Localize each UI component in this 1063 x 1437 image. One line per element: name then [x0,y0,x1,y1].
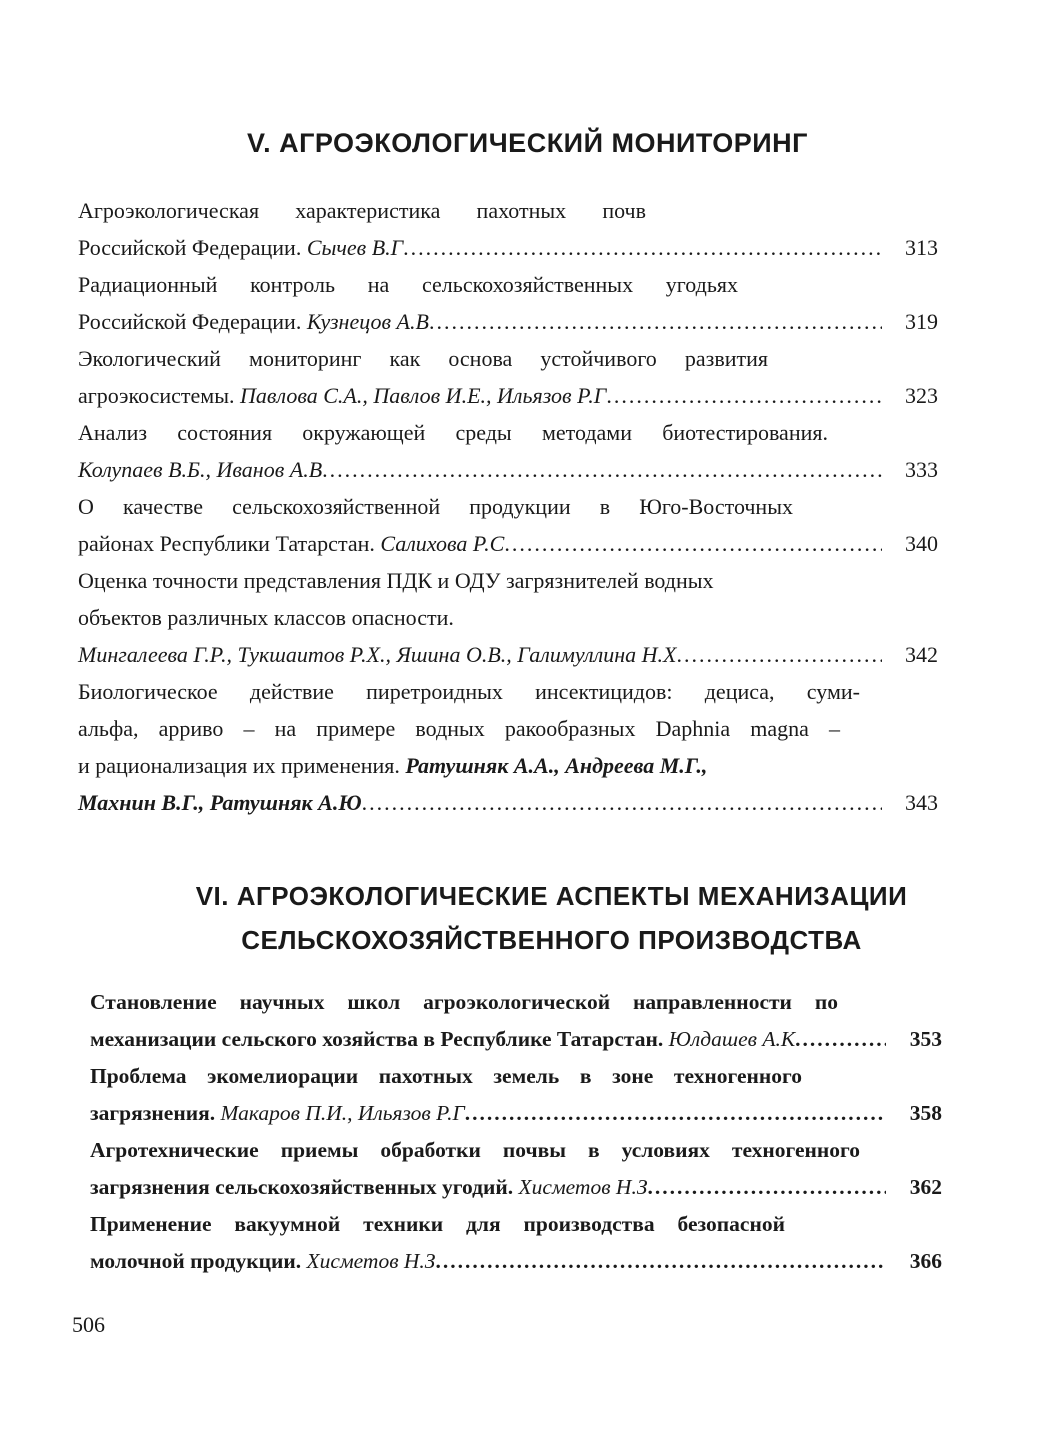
toc-entry-author-line [90,1021,942,1058]
entry-page-number: 313 [905,235,938,260]
toc-entry-title: Агротехнические приемы обработки почвы в условиях техногенного [90,1138,860,1162]
entry-author: Махнин В.Г., Ратушняк А.Ю [78,790,362,815]
leader-dots [795,1021,886,1058]
leader-dots [362,784,882,821]
section-5-title: V. АГРОЭКОЛОГИЧЕСКИЙ МОНИТОРИНГ [247,128,808,158]
entry-author: Салихова Р.С [380,531,505,556]
entry-page-number: 342 [905,642,938,667]
toc-entry-title: Биологическое действие пиретроидных инсектицидов: дециса, суми- [78,679,860,704]
entry-page-number: 343 [905,790,938,815]
entry-page-number: 358 [909,1101,942,1125]
entry-text: районах Республики Татарстан. [78,531,381,556]
entry-text: молочной продукции. [90,1249,307,1273]
toc-entry-title-continued: объектов различных классов опасности. [78,605,454,630]
leader-dots [429,303,882,340]
entry-author: Хисметов Н.З [306,1249,436,1273]
toc-entry-author-line [78,303,938,340]
entry-page-number: 362 [909,1175,942,1199]
entry-author: Колупаев В.Б., Иванов А.В [78,457,323,482]
entry-author: Макаров П.И., Ильязов Р.Г [220,1101,465,1125]
toc-entry-title: Применение вакуумной техники для производства безопасной [90,1212,785,1236]
entry-text: механизации сельского хозяйства в Республике Татарстан. [90,1027,669,1051]
entry-author: Ратушняк А.А., Андреева М.Г., [405,753,708,778]
entry-author: Павлова С.А., Павлов И.Е., Ильязов Р.Г [240,383,607,408]
entry-text: загрязнения. [90,1101,221,1125]
toc-entry-title: Оценка точности представления ПДК и ОДУ загрязнителей водных [78,568,714,593]
leader-dots [435,1243,886,1280]
entry-author: Сычев В.Г [306,235,404,260]
toc-entry-author-line [78,525,938,562]
toc-entry-author-line [78,636,938,673]
entry-text: и рационализация их применения. [78,753,406,778]
page-number: 506 [72,1312,105,1337]
entry-text: агроэкосистемы. [78,383,241,408]
entry-page-number: 353 [909,1027,942,1051]
entry-author: Кузнецов А.В [306,309,429,334]
entry-text: Российской Федерации. [78,235,307,260]
toc-entry-title: Радиационный контроль на сельскохозяйственных угодьях [78,272,738,297]
section-6-entries [90,984,942,1280]
entry-page-number: 323 [905,383,938,408]
toc-entry-title: Агроэкологическая характеристика пахотных почв [78,198,646,223]
leader-dots [676,636,882,673]
section-6-title-line-2: СЕЛЬСКОХОЗЯЙСТВЕННОГО ПРОИЗВОДСТВА [241,925,862,955]
leader-dots [504,525,882,562]
toc-entry-author-line [78,784,938,821]
toc-entry-title: Проблема экомелиорации пахотных земель в зоне техногенного [90,1064,802,1088]
toc-entry-title: Анализ состояния окружающей среды методами биотестирования. [78,420,828,445]
toc-entry-title: О качестве сельскохозяйственной продукции в Юго-Восточных [78,494,793,519]
toc-entry-title: Экологический мониторинг как основа устойчивого развития [78,346,768,371]
toc-entry-author-line [90,1169,942,1206]
toc-entry-author-line [78,451,938,488]
entry-page-number: 366 [909,1249,942,1273]
toc-entry-title: Становление научных школ агроэкологической направленности по [90,990,838,1014]
toc-entry-title-continued: альфа, арриво – на примере водных ракообразных Daphnia magna – [78,716,840,741]
entry-author: Юлдашев А.К [668,1027,796,1051]
toc-entry-author-line [90,1095,942,1132]
entry-text: загрязнения сельскохозяйственных угодий. [90,1175,519,1199]
entry-author: Хисметов Н.З [518,1175,648,1199]
entry-page-number: 319 [905,309,938,334]
toc-entry-title-continued [78,747,938,784]
entry-text: Российской Федерации. [78,309,307,334]
section-6-title-line-1: VI. АГРОЭКОЛОГИЧЕСКИЕ АСПЕКТЫ МЕХАНИЗАЦИИ [195,881,908,911]
section-6-title [20,874,1063,962]
leader-dots [465,1095,886,1132]
toc-entry-author-line [90,1243,942,1280]
entry-author: Мингалеева Г.Р., Тукшаитов Р.Х., Яшина О.В., Галимуллина Н.Х [78,642,677,667]
leader-dots [403,229,882,266]
toc-entry-author-line [78,229,938,266]
entry-page-number: 340 [905,531,938,556]
entry-page-number: 333 [905,457,938,482]
leader-dots [606,377,882,414]
section-5-entries [78,192,938,821]
leader-dots [322,451,882,488]
leader-dots [647,1169,886,1206]
toc-entry-author-line [78,377,938,414]
